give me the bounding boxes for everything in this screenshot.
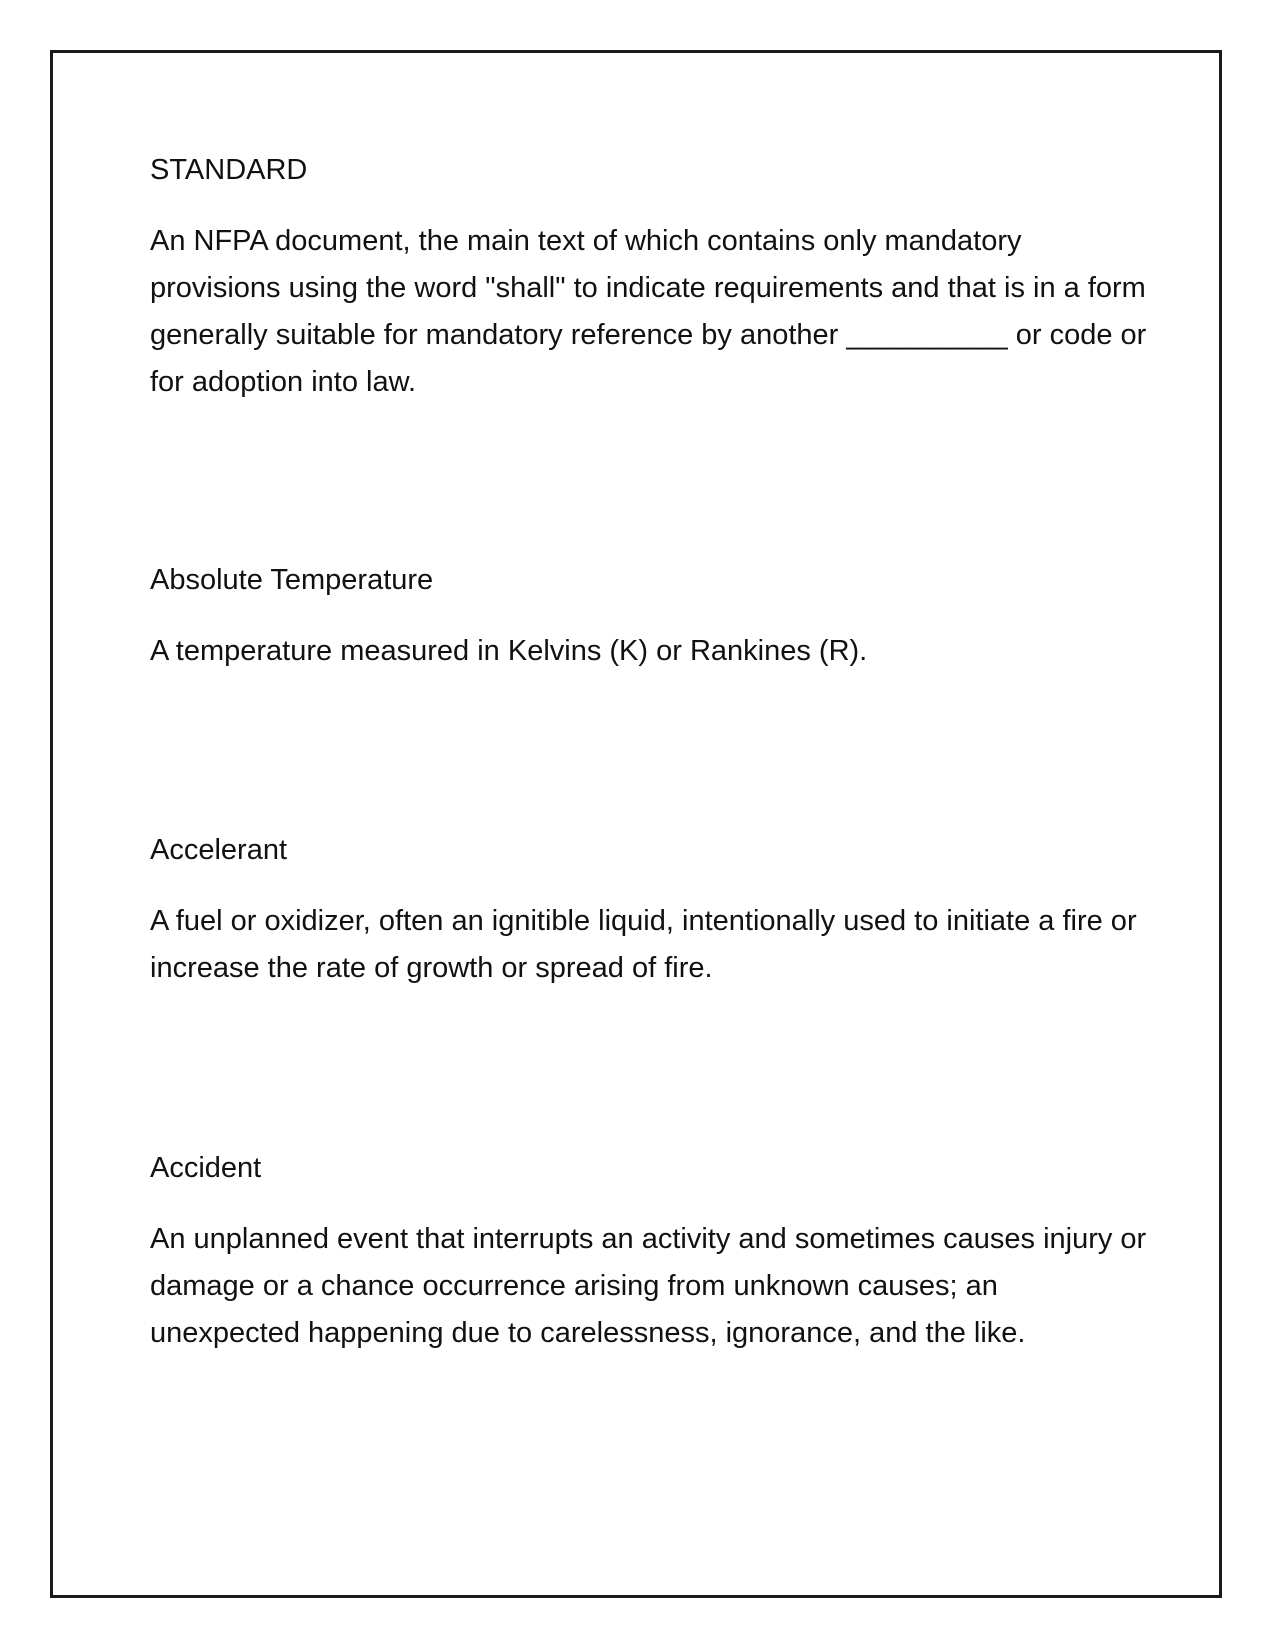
entry-term: Absolute Temperature bbox=[150, 564, 434, 596]
entry-term: STANDARD bbox=[150, 154, 308, 186]
glossary-entry bbox=[150, 152, 1150, 406]
entry-definition: A fuel or oxidizer, often an ignitible liquid, intentionally used to initiate a fire or increase the rate of growth or spread of fire. bbox=[150, 905, 1137, 984]
glossary-entry bbox=[150, 562, 1150, 675]
entry-definition: An NFPA document, the main text of which contains only mandatory provisions using the word "shall" to indicate requirements and that is in a form generally suitable for mandatory reference by another __________ or code or for adoption into law. bbox=[150, 225, 1147, 398]
entry-definition: An unplanned event that interrupts an activity and sometimes causes injury or damage or a chance occurrence arising from unknown causes; an unexpected happening due to carelessness, ignorance, and the like. bbox=[150, 1223, 1147, 1349]
glossary-entry bbox=[150, 832, 1150, 992]
glossary-entry bbox=[150, 1150, 1150, 1357]
entry-term: Accelerant bbox=[150, 834, 288, 866]
entry-term: Accident bbox=[150, 1152, 262, 1184]
entry-definition: A temperature measured in Kelvins (K) or Rankines (R). bbox=[150, 635, 868, 667]
